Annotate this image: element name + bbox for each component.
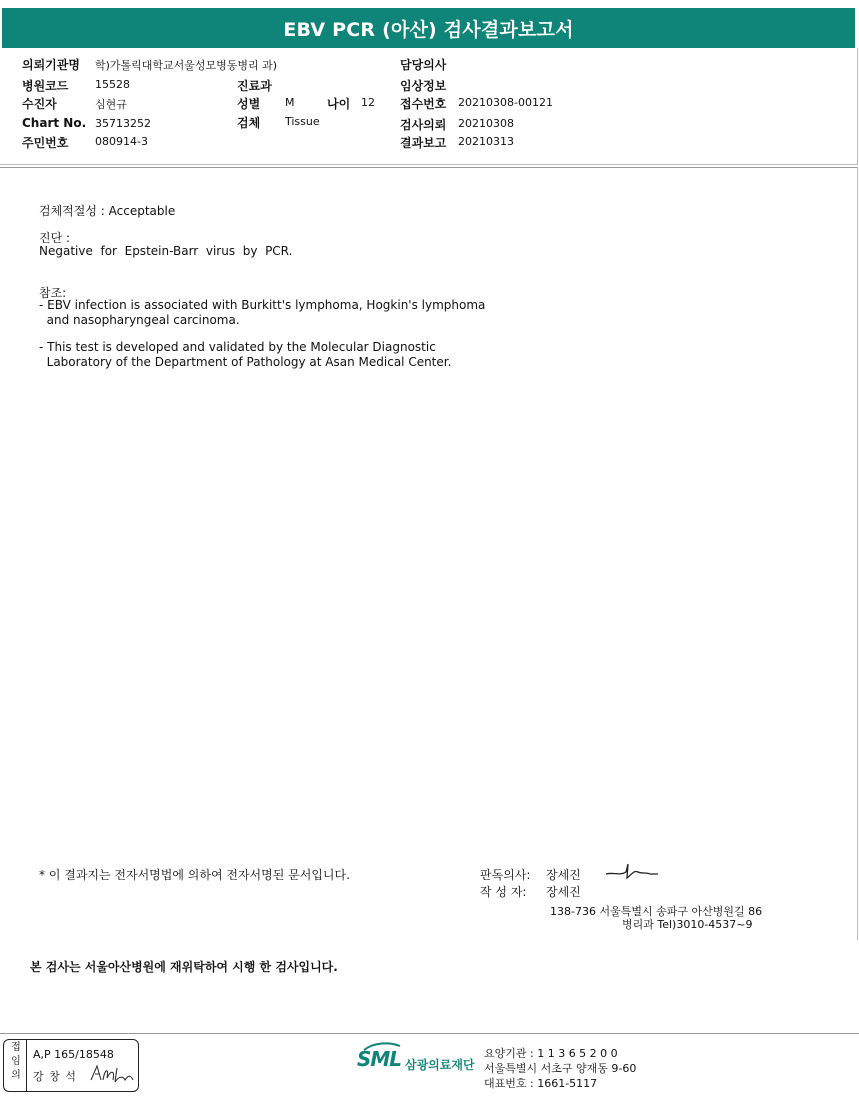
institution-label: 의뢰기관명 <box>22 58 80 72</box>
note1-line1: - EBV infection is associated with Burkitt's lymphoma, Hogkin's lymphoma <box>39 298 486 312</box>
stamp-line2: 강 창 석 <box>33 1070 77 1083</box>
reader-name: 장세진 <box>546 868 581 882</box>
esign-note: * 이 결과지는 전자서명법에 의하여 전자서명된 문서입니다. <box>39 868 350 882</box>
note2-line1: - This test is developed and validated by the Molecular Diagnostic <box>39 340 436 354</box>
reader-signature-icon <box>604 860 660 882</box>
hospital-code-label: 병원코드 <box>22 79 69 93</box>
diagnosis-label: 진단 : <box>39 231 71 245</box>
institution-value: 학)가톨릭대학교서울성모병동병리 과) <box>95 59 278 72</box>
foundation-address: 서울특별시 서초구 양재동 9-60 <box>484 1062 637 1075</box>
note2-line2: Laboratory of the Department of Pathology at Asan Medical Center. <box>39 355 452 369</box>
patient-label: 수진자 <box>22 97 57 111</box>
lab-address: 138-736 서울특별시 송파구 아산병원길 86 <box>550 905 763 918</box>
request-date-label: 검사의뢰 <box>400 118 447 132</box>
resident-no-label: 주민번호 <box>22 136 69 150</box>
diagnosis-text: Negative for Epstein-Barr virus by PCR. <box>39 244 293 258</box>
reader-label: 판독의사: <box>480 868 531 882</box>
stamp-side-label: 접 임 의 <box>11 1042 21 1081</box>
writer-name: 장세진 <box>546 885 581 899</box>
age-value: 12 <box>361 96 375 109</box>
patient-value: 심현규 <box>95 98 127 111</box>
dept-label: 진료과 <box>237 79 272 93</box>
doctor-label: 담당의사 <box>400 58 447 72</box>
logo-swoosh-icon <box>362 1042 402 1052</box>
care-code: 요양기관 : 1 1 3 6 5 2 0 0 <box>484 1047 618 1060</box>
page-title: EBV PCR (아산) 검사결과보고서 <box>2 8 855 48</box>
note1-line2: and nasopharyngeal carcinoma. <box>39 313 240 327</box>
clinical-info-label: 임상정보 <box>400 79 447 93</box>
hospital-code-value: 15528 <box>95 78 130 91</box>
request-date-value: 20210308 <box>458 117 514 130</box>
chart-no-label: Chart No. <box>22 116 87 130</box>
specimen-label: 검체 <box>237 116 261 130</box>
chart-no-value: 35713252 <box>95 117 151 130</box>
sex-label: 성별 <box>237 97 261 111</box>
report-date-value: 20210313 <box>458 135 514 148</box>
report-date-label: 결과보고 <box>400 136 447 150</box>
foundation-name: 삼광의료재단 <box>405 1058 475 1072</box>
footer-divider <box>0 1033 859 1034</box>
note-label: 참조: <box>39 286 67 300</box>
stamp-line1: A,P 165/18548 <box>33 1048 114 1061</box>
writer-label: 작 성 자: <box>480 885 527 899</box>
receipt-no-label: 접수번호 <box>400 97 447 111</box>
adequacy-text: 검체적절성 : Acceptable <box>39 204 176 218</box>
consignment-note: 본 검사는 서울아산병원에 재위탁하여 시행 한 검사입니다. <box>30 960 338 974</box>
receipt-no-value: 20210308-00121 <box>458 96 553 109</box>
sex-value: M <box>285 96 295 109</box>
stamp-signature-icon <box>89 1062 135 1086</box>
specimen-value: Tissue <box>285 115 320 128</box>
sml-logo: SML <box>357 1047 402 1071</box>
foundation-phone: 대표번호 : 1661-5117 <box>484 1077 598 1090</box>
resident-no-value: 080914-3 <box>95 135 148 148</box>
stamp-divider <box>26 1039 27 1092</box>
report-body <box>0 167 858 940</box>
age-label: 나이 <box>327 97 351 111</box>
lab-phone: 병리과 Tel)3010-4537~9 <box>622 918 753 931</box>
